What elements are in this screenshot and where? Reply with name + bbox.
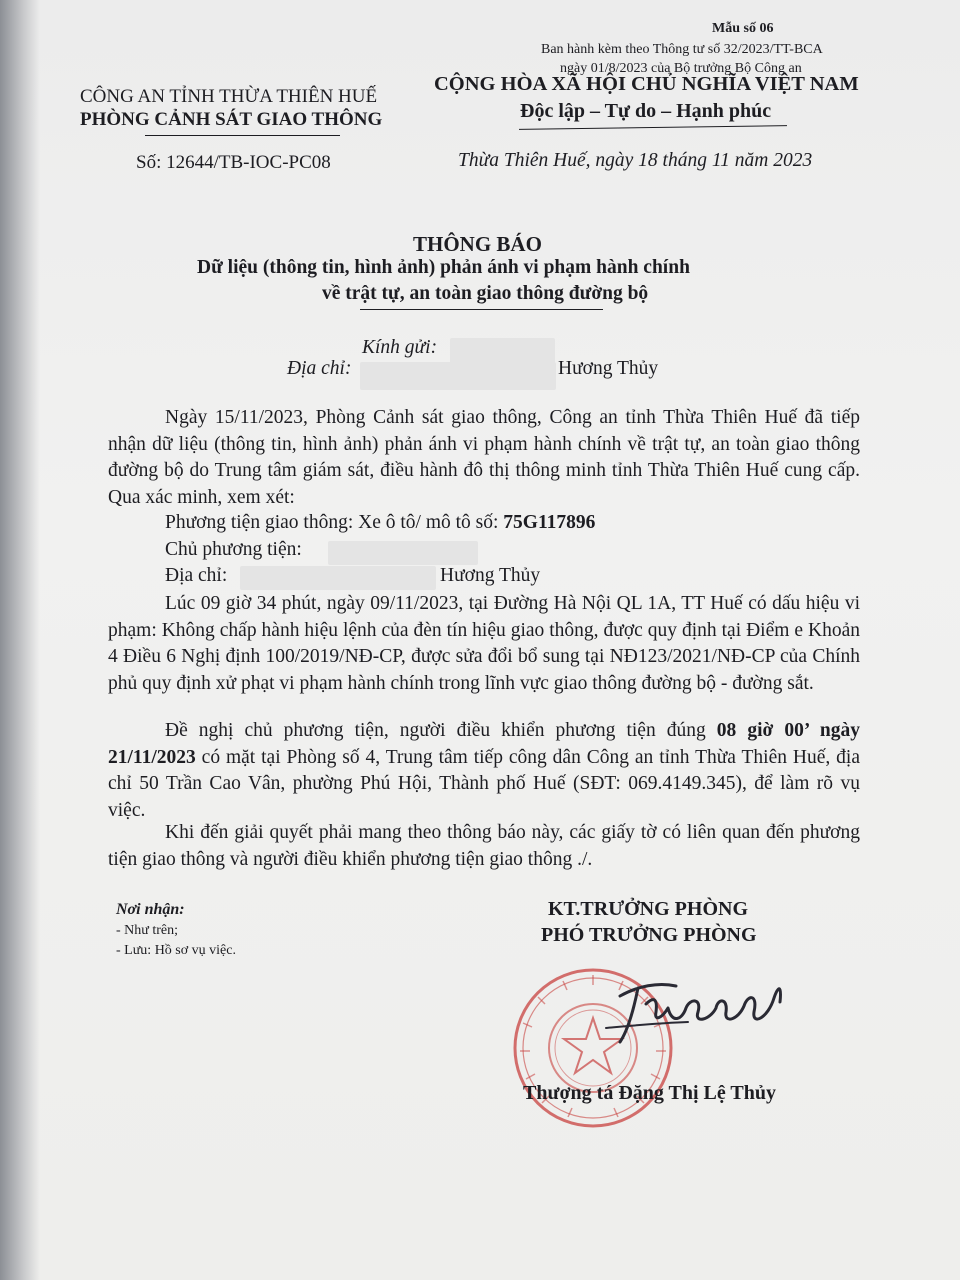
- redacted-recipient-name: [450, 338, 555, 364]
- request-text-b: có mặt tại Phòng số 4, Trung tâm tiếp công dân Công an tỉnh Thừa Thiên Huế, địa chỉ 50 Trần Cao Vân, phường Phú Hội, Thành phố Huế (SĐT: 069.4149.345), để làm rõ vụ việc.: [108, 746, 860, 821]
- form-issued-line-2: ngày 01/8/2023 của Bộ trưởng Bộ Công an: [560, 61, 802, 76]
- agency-underline: [145, 135, 340, 136]
- body-paragraph-violation: Lúc 09 giờ 34 phút, ngày 09/11/2023, tại Đường Hà Nội QL 1A, TT Huế có dấu hiệu vi phạm: Không chấp hành hiệu lệnh của đèn tín hiệu giao thông, được quy định tại Điểm e Khoản 4 Điều 6 Nghị định 100/2019/NĐ-CP, được sửa đổi bổ sung tại NĐ123/2021/NĐ-CP của Chính phủ quy định xử phạt vi phạm hành chính trong lĩnh vực giao thông đường bộ - đường sắt.: [108, 593, 860, 694]
- handwritten-signature: [598, 968, 798, 1048]
- agency-name: PHÒNG CẢNH SÁT GIAO THÔNG: [80, 109, 383, 130]
- redacted-owner-name: [328, 541, 478, 565]
- owner-address-label: Địa chỉ:: [165, 565, 228, 586]
- motto-underline: [519, 125, 787, 130]
- body-paragraph-request: [108, 718, 860, 824]
- nation-name: CỘNG HÒA XÃ HỘI CHỦ NGHĨA VIỆT NAM: [434, 73, 859, 95]
- request-text-a: Đề nghị chủ phương tiện, người điều khiển phương tiện đúng: [165, 720, 717, 741]
- vehicle-line: [165, 512, 595, 534]
- form-issued-line-1: Ban hành kèm theo Thông tư số 32/2023/TT-BCA: [541, 42, 823, 57]
- signature-title-2: PHÓ TRƯỞNG PHÒNG: [541, 924, 757, 946]
- national-motto: Độc lập – Tự do – Hạnh phúc: [520, 100, 772, 122]
- recipients-item: - Như trên;: [116, 923, 179, 938]
- recipient-label: Kính gửi:: [362, 337, 438, 358]
- recipient-address-label: Địa chỉ:: [287, 358, 352, 379]
- title-underline: [360, 309, 603, 310]
- place-and-date: Thừa Thiên Huế, ngày 18 tháng 11 năm 2023: [458, 150, 813, 171]
- document-title: THÔNG BÁO: [413, 232, 542, 256]
- recipients-item: - Lưu: Hồ sơ vụ việc.: [116, 943, 236, 958]
- owner-label: Chủ phương tiện:: [165, 539, 302, 560]
- recipients-label: Nơi nhận:: [116, 901, 185, 918]
- vehicle-plate: 75G117896: [503, 512, 596, 533]
- document-number: Số: 12644/TB-IOC-PC08: [136, 152, 331, 173]
- signer-name: Thượng tá Đặng Thị Lệ Thủy: [523, 1082, 776, 1104]
- body-paragraph-received: Ngày 15/11/2023, Phòng Cảnh sát giao thông, Công an tỉnh Thừa Thiên Huế đã tiếp nhận dữ liệu (thông tin, hình ảnh) phản ánh vi phạm hành chính về trật tự, an toàn giao thông đường bộ do Trung tâm giám sát, điều hành đô thị thông minh tỉnh Thừa Thiên Huế cung cấp. Qua xác minh, xem xét:: [108, 407, 860, 508]
- owner-address-suffix: Hương Thủy: [440, 565, 541, 586]
- agency-parent: CÔNG AN TỈNH THỪA THIÊN HUẾ: [80, 86, 378, 107]
- body-paragraph-closing: Khi đến giải quyết phải mang theo thông báo này, các giấy tờ có liên quan đến phương tiện giao thông và người điều khiển phương tiện giao thông ./.: [108, 822, 860, 870]
- page-edge-shadow: [0, 0, 40, 1280]
- recipient-address-suffix: Hương Thủy: [558, 358, 659, 379]
- document-subtitle-line-1: Dữ liệu (thông tin, hình ảnh) phản ánh vi phạm hành chính: [197, 257, 690, 278]
- redacted-recipient-address: [360, 362, 556, 390]
- document-subtitle-line-2: về trật tự, an toàn giao thông đường bộ: [322, 283, 649, 304]
- vehicle-label: Phương tiện giao thông: Xe ô tô/ mô tô số:: [165, 512, 504, 533]
- signature-title-1: KT.TRƯỞNG PHÒNG: [548, 898, 748, 920]
- redacted-owner-address: [240, 566, 436, 590]
- appointment-time: 08 giờ 00’ ngày 21/11/2023: [108, 720, 860, 768]
- form-number: Mẫu số 06: [712, 21, 774, 36]
